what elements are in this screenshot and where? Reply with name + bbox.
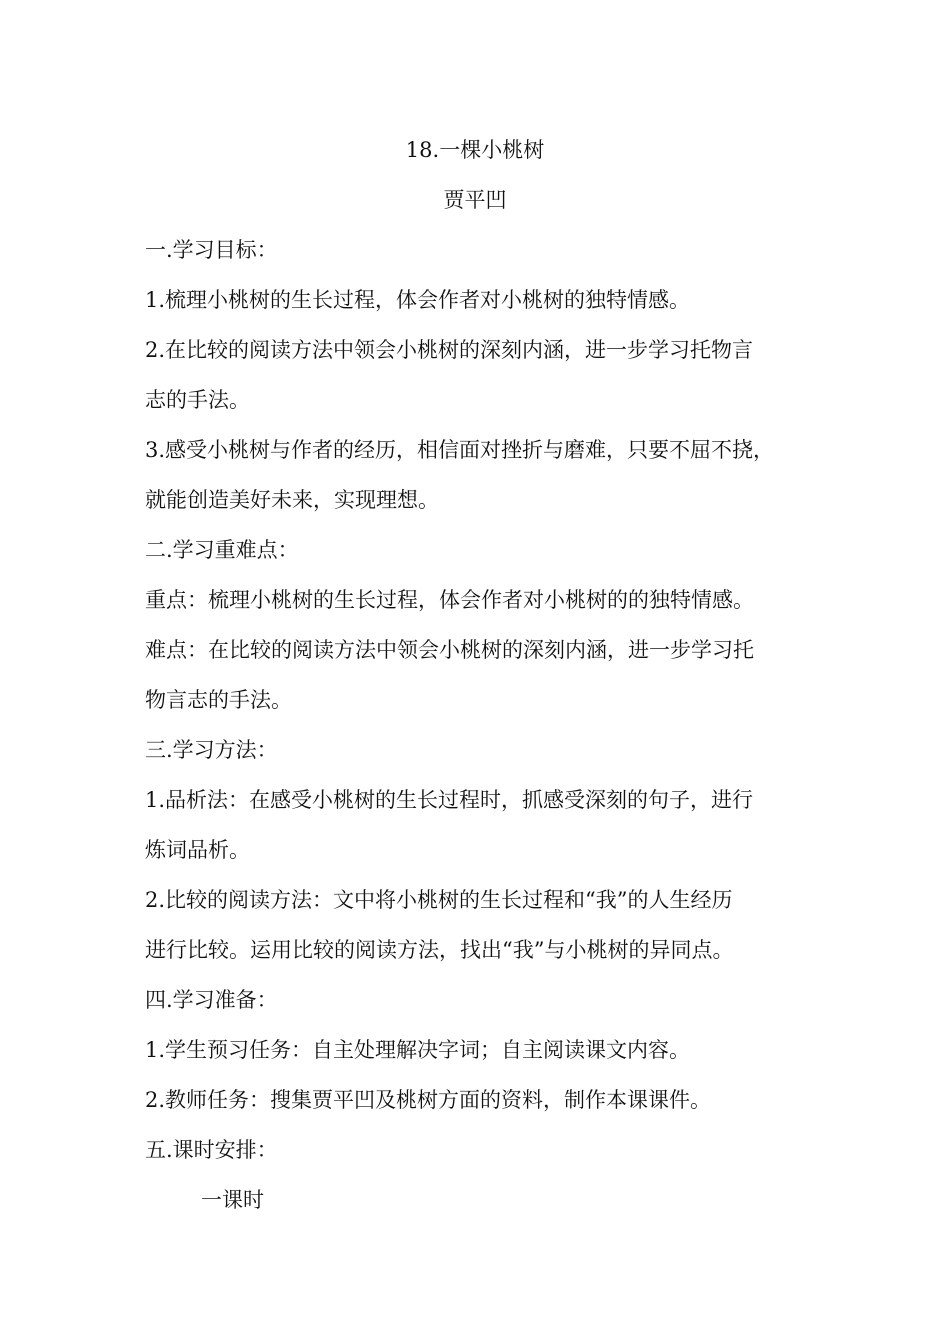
- preparation-item-1: 1.学生预习任务：自主处理解决字词；自主阅读课文内容。: [145, 1038, 691, 1062]
- section-heading-preparation: 四.学习准备：: [145, 988, 278, 1012]
- objective-item-1: 1.梳理小桃树的生长过程，体会作者对小桃树的独特情感。: [145, 288, 691, 312]
- key-point: 重点：梳理小桃树的生长过程，体会作者对小桃树的的独特情感。: [145, 588, 754, 612]
- section-heading-key-points: 二.学习重难点：: [145, 538, 299, 562]
- method-item-2-line-2: 进行比较。运用比较的阅读方法，找出“我”与小桃树的异同点。: [145, 938, 734, 962]
- method-item-2-line-1: 2.比较的阅读方法：文中将小桃树的生长过程和“我”的人生经历: [145, 888, 733, 912]
- document-title: 18.一棵小桃树: [405, 138, 545, 162]
- preparation-item-2: 2.教师任务：搜集贾平凹及桃树方面的资料，制作本课课件。: [145, 1088, 712, 1112]
- method-item-1-line-2: 炼词品析。: [145, 838, 250, 862]
- method-item-1-line-1: 1.品析法：在感受小桃树的生长过程时，抓感受深刻的句子，进行: [145, 788, 754, 812]
- section-heading-objectives: 一.学习目标：: [145, 238, 278, 262]
- objective-item-3-line-2: 就能创造美好未来，实现理想。: [145, 488, 439, 512]
- objective-item-3-line-1: 3.感受小桃树与作者的经历，相信面对挫折与磨难，只要不屈不挠，: [145, 438, 775, 462]
- schedule-value: 一课时: [201, 1188, 264, 1212]
- objective-item-2-line-2: 志的手法。: [145, 388, 250, 412]
- author-name: 贾平凹: [443, 188, 507, 212]
- section-heading-schedule: 五.课时安排：: [145, 1138, 278, 1162]
- difficult-point-line-2: 物言志的手法。: [145, 688, 292, 712]
- difficult-point-line-1: 难点：在比较的阅读方法中领会小桃树的深刻内涵，进一步学习托: [145, 638, 754, 662]
- section-heading-methods: 三.学习方法：: [145, 738, 278, 762]
- objective-item-2-line-1: 2.在比较的阅读方法中领会小桃树的深刻内涵，进一步学习托物言: [145, 338, 754, 362]
